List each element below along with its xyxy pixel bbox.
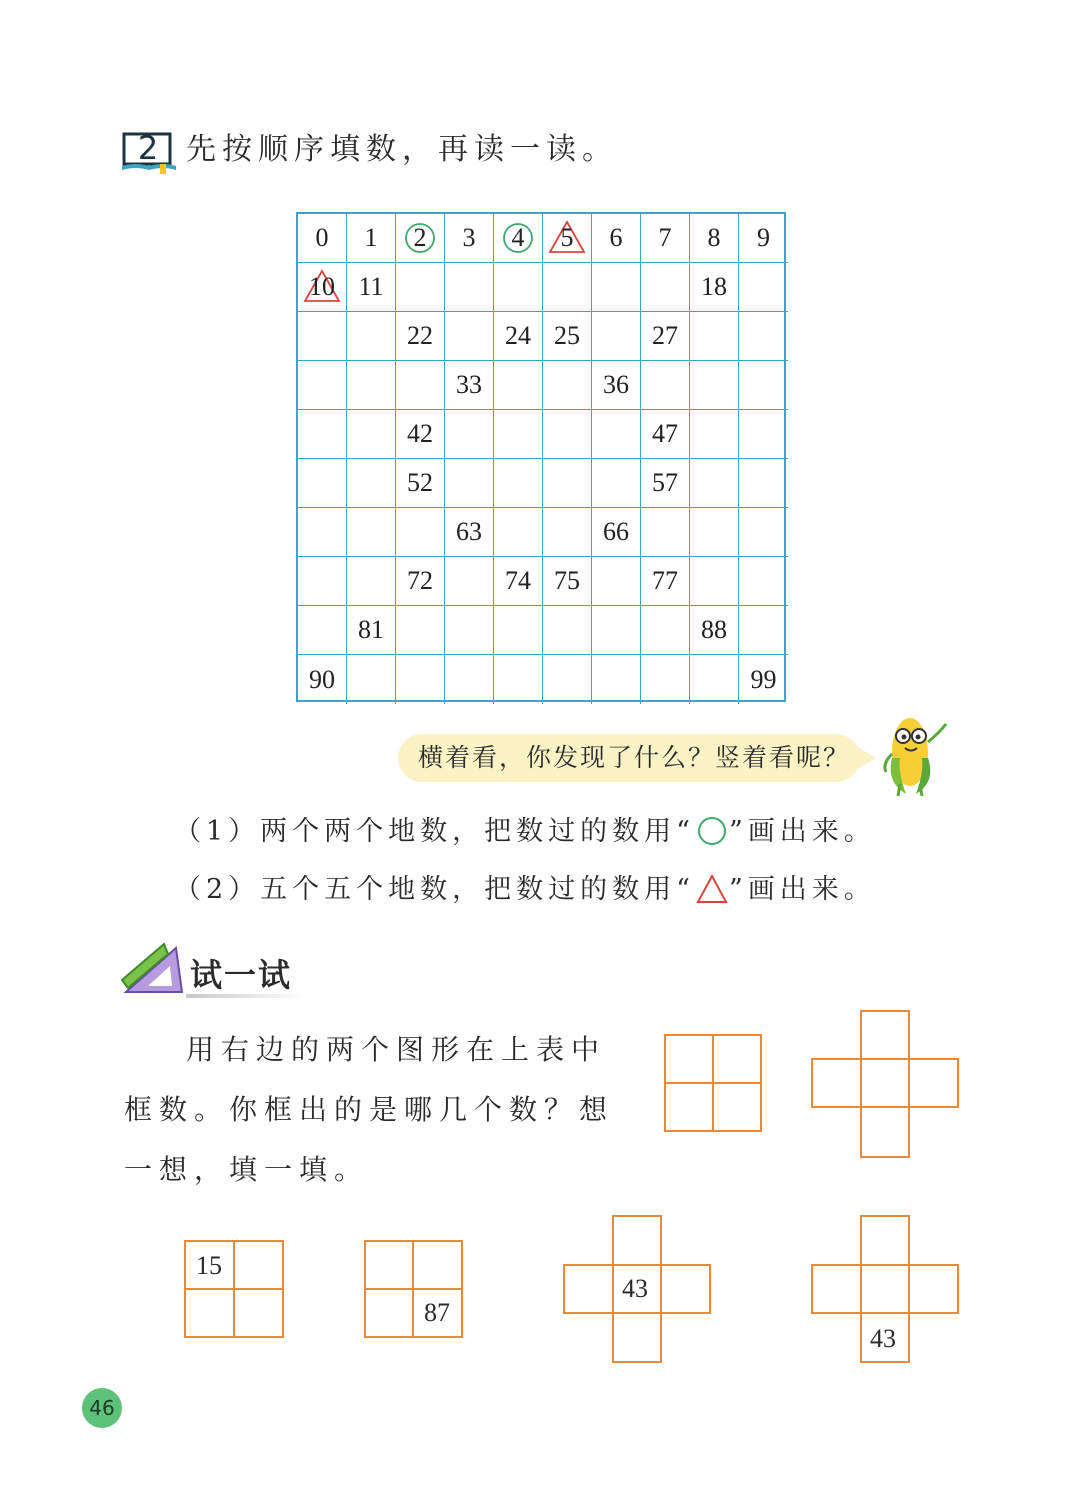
- chart-cell: [592, 459, 641, 508]
- chart-cell: [739, 508, 788, 557]
- try-it-line-2: 框数。你框出的是哪几个数？想: [124, 1093, 615, 1126]
- chart-cell-value: 3: [462, 223, 476, 252]
- chart-cell: [592, 557, 641, 606]
- chart-cell: [445, 410, 494, 459]
- chart-cell: [298, 508, 347, 557]
- chart-cell: [543, 361, 592, 410]
- chart-cell: [739, 312, 788, 361]
- chart-cell-value: 25: [554, 321, 580, 350]
- chart-cell: [739, 655, 788, 704]
- chart-cell: [445, 214, 494, 263]
- question-number: 2: [137, 129, 159, 167]
- chart-cell-value: 10: [309, 272, 335, 301]
- chart-cell: [445, 361, 494, 410]
- chart-cell-value: 52: [407, 468, 433, 497]
- chart-cell-value: 18: [701, 272, 727, 301]
- chart-cell: [543, 606, 592, 655]
- task-2: （2）五个五个地数，把数过的数用“ ”画出来。: [174, 874, 876, 905]
- chart-cell: [494, 508, 543, 557]
- chart-cell: [690, 410, 739, 459]
- chart-cell: [494, 606, 543, 655]
- chart-cell: [396, 655, 445, 704]
- chart-cell-value: 75: [554, 566, 580, 595]
- chart-cell: [494, 655, 543, 704]
- chart-cell: [347, 508, 396, 557]
- chart-cell: [347, 557, 396, 606]
- chart-cell: [298, 606, 347, 655]
- chart-cell: [494, 557, 543, 606]
- chart-cell: [641, 459, 690, 508]
- exercise-square-1-value: 15: [196, 1251, 222, 1280]
- chart-cell: [739, 557, 788, 606]
- chart-cell: [445, 459, 494, 508]
- chart-cell: [298, 557, 347, 606]
- chart-cell: [592, 410, 641, 459]
- chart-cell: [445, 263, 494, 312]
- page-number: 46: [82, 1388, 122, 1428]
- chart-cell: [690, 606, 739, 655]
- question-title: 先按顺序填数，再读一读。: [186, 132, 618, 167]
- exercise-square-2-value: 87: [424, 1298, 450, 1327]
- chart-cell: [690, 459, 739, 508]
- exercise-cross-1-value: 43: [622, 1274, 648, 1303]
- chart-cell: [298, 263, 347, 312]
- chart-cell: [347, 263, 396, 312]
- chart-cell: [347, 459, 396, 508]
- chart-cell: [690, 361, 739, 410]
- try-it-underline: [186, 994, 306, 998]
- chart-cell: [347, 361, 396, 410]
- chart-cell: [592, 508, 641, 557]
- chart-cell: [396, 557, 445, 606]
- chart-cell: [494, 214, 543, 263]
- chart-cell-value: 90: [309, 664, 335, 694]
- chart-cell: [739, 214, 788, 263]
- chart-cell: [739, 263, 788, 312]
- chart-cell-value: 81: [358, 615, 384, 644]
- chart-cell-value: 77: [652, 566, 678, 595]
- chart-cell: [641, 214, 690, 263]
- chart-cell-value: 7: [658, 223, 672, 252]
- chart-cell: [347, 312, 396, 361]
- chart-cell: [445, 508, 494, 557]
- chart-cell: [445, 312, 494, 361]
- chart-cell: [690, 312, 739, 361]
- chart-cell-value: 11: [358, 272, 384, 301]
- chart-cell: [592, 312, 641, 361]
- chart-cell: [445, 557, 494, 606]
- chart-cell: [298, 410, 347, 459]
- chart-cell-value: 72: [407, 566, 433, 595]
- chart-cell: [641, 410, 690, 459]
- chart-cell: [543, 459, 592, 508]
- chart-cell: [494, 263, 543, 312]
- chart-cell: [396, 263, 445, 312]
- chart-cell: [494, 410, 543, 459]
- chart-cell: [347, 214, 396, 263]
- chart-cell: [543, 557, 592, 606]
- chart-cell: [396, 214, 445, 263]
- chart-cell: [739, 410, 788, 459]
- chart-cell: [543, 214, 592, 263]
- chart-cell-value: 57: [652, 468, 678, 497]
- chart-cell: [396, 508, 445, 557]
- chart-cell-value: 33: [456, 370, 482, 399]
- chart-cell: [690, 655, 739, 704]
- chart-cell-value: 0: [315, 223, 329, 252]
- chart-cell: [445, 655, 494, 704]
- chart-cell: [690, 263, 739, 312]
- chart-cell-value: 63: [456, 517, 482, 546]
- chart-cell: [396, 410, 445, 459]
- chart-cell: [641, 655, 690, 704]
- chart-cell: [396, 459, 445, 508]
- chart-cell: [543, 263, 592, 312]
- chart-cell: [543, 312, 592, 361]
- chart-cell: [298, 655, 347, 704]
- chart-cell: [543, 508, 592, 557]
- chart-cell: [592, 214, 641, 263]
- chart-cell-value: 5: [560, 223, 574, 252]
- chart-cell-value: 36: [603, 370, 629, 399]
- chart-cell: [396, 361, 445, 410]
- chart-cell: [445, 606, 494, 655]
- chart-cell-value: 27: [652, 321, 678, 350]
- green-circle-icon: [695, 816, 729, 846]
- chart-cell: [641, 263, 690, 312]
- chart-cell-value: 4: [511, 223, 525, 252]
- chart-cell-value: 74: [505, 566, 531, 595]
- chart-cell-value: 1: [364, 223, 378, 252]
- chart-cell: [739, 606, 788, 655]
- try-it-line-3: 一想，填一填。: [124, 1153, 370, 1186]
- chart-cell: [592, 361, 641, 410]
- chart-cell-value: 2: [413, 223, 427, 252]
- chart-cell: [347, 410, 396, 459]
- chart-cell: [592, 606, 641, 655]
- chart-cell: [641, 508, 690, 557]
- chart-cell: [494, 459, 543, 508]
- chart-cell-value: 9: [757, 223, 770, 252]
- chart-cell: [396, 606, 445, 655]
- chart-cell-value: 8: [707, 223, 721, 252]
- chart-cell: [592, 263, 641, 312]
- chart-cell: [543, 410, 592, 459]
- hundred-chart: [296, 212, 786, 702]
- corn-mascot-icon: [876, 702, 958, 798]
- chart-cell: [592, 655, 641, 704]
- speech-bubble: 横着看，你发现了什么？竖着看呢？: [398, 734, 860, 782]
- chart-cell: [641, 606, 690, 655]
- chart-cell: [396, 312, 445, 361]
- chart-cell: [298, 312, 347, 361]
- chart-cell: [298, 361, 347, 410]
- chart-cell-value: 42: [407, 419, 433, 448]
- chart-cell: [494, 312, 543, 361]
- chart-cell: [298, 214, 347, 263]
- red-triangle-icon: [695, 874, 729, 904]
- chart-cell: [494, 361, 543, 410]
- chart-cell: [347, 655, 396, 704]
- chart-cell: [641, 312, 690, 361]
- chart-cell: [641, 361, 690, 410]
- chart-cell: [690, 214, 739, 263]
- chart-cell: [690, 508, 739, 557]
- chart-cell: [739, 361, 788, 410]
- try-it-line-1: 用右边的两个图形在上表中: [186, 1033, 607, 1066]
- chart-cell-value: 22: [407, 321, 433, 350]
- chart-cell: [690, 557, 739, 606]
- speech-bubble-tail: [856, 746, 876, 770]
- chart-cell-value: 6: [609, 223, 623, 252]
- chart-cell: [298, 459, 347, 508]
- chart-cell: [347, 606, 396, 655]
- chart-cell-value: 24: [505, 321, 531, 350]
- chart-cell: [641, 557, 690, 606]
- chart-cell-value: 47: [652, 419, 678, 448]
- chart-cell-value: 88: [701, 615, 727, 644]
- try-it-title: 试一试: [190, 956, 293, 994]
- chart-cell: [739, 459, 788, 508]
- ruler-triangle-icon: [120, 940, 190, 1002]
- task-1: （1）两个两个地数，把数过的数用“ ”画出来。: [174, 816, 876, 847]
- chart-cell: [543, 655, 592, 704]
- chart-cell-value: 66: [603, 517, 629, 546]
- exercise-cross-2-value: 43: [870, 1324, 896, 1353]
- chart-cell-value: 99: [750, 664, 777, 694]
